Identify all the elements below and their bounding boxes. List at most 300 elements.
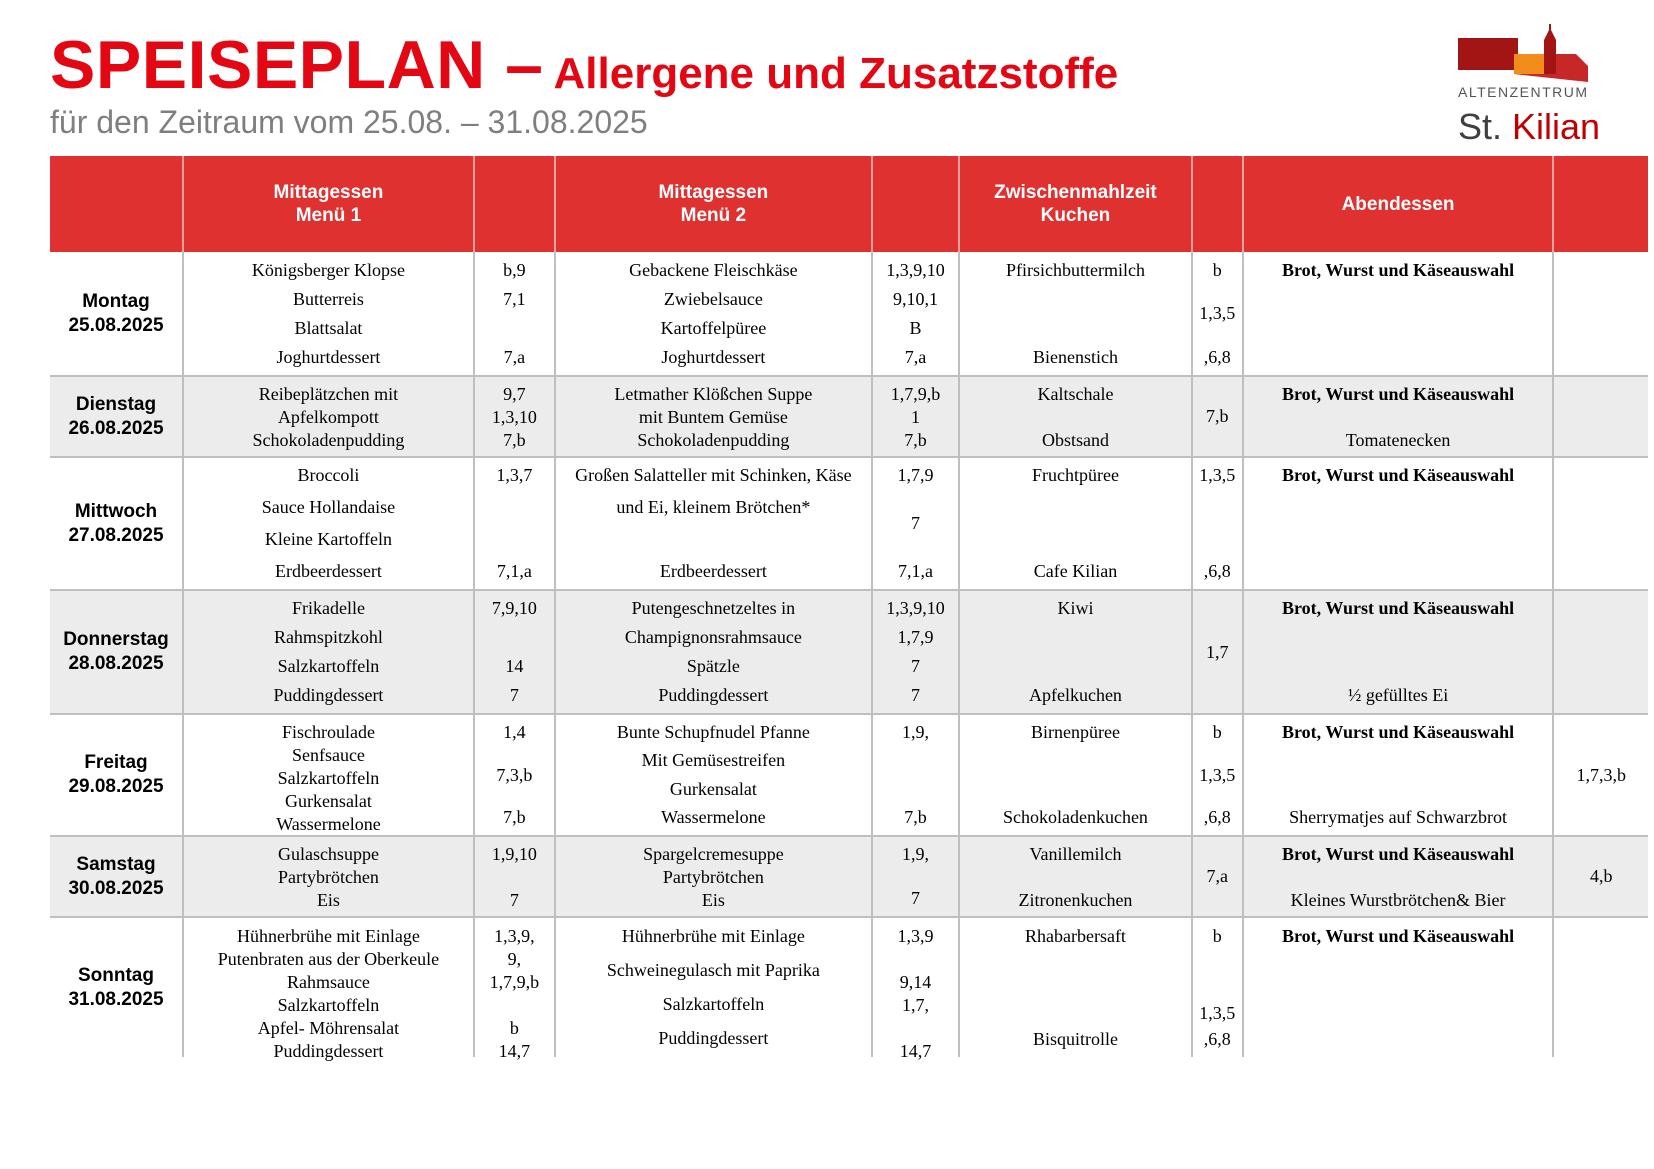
snack-allergens-lines — [1197, 721, 1238, 829]
dinner-allergens-text — [1558, 512, 1644, 535]
day-cell — [50, 836, 183, 917]
allergens1-line — [479, 317, 550, 340]
snack-allergens-cell — [1192, 252, 1243, 376]
menu1-cell — [183, 590, 474, 714]
table-row — [50, 714, 1648, 836]
allergens2-line: 1,3,9 — [897, 925, 934, 946]
menu1-line: Sauce Hollandaise — [261, 497, 396, 517]
menu1-lines — [188, 259, 469, 369]
day-name: Sonntag — [77, 964, 154, 986]
menu2-line — [560, 528, 867, 551]
menu2-line: Spargelcremesuppe — [643, 844, 784, 864]
dinner-lines — [1248, 843, 1549, 910]
menu1-line: Rahmspitzkohl — [273, 627, 383, 647]
allergens2-line: 1,7,9,b — [890, 384, 941, 404]
dinner-cell — [1243, 376, 1554, 457]
allergens2-line: 9,10,1 — [892, 288, 938, 309]
snack-allergens-line: b — [1212, 259, 1222, 280]
menu1-line: Gulaschsuppe — [277, 844, 379, 864]
table-row — [50, 590, 1648, 714]
snack-line: Vanillemilch — [1029, 844, 1122, 864]
snack-allergens-line: ,6,8 — [1203, 807, 1231, 827]
table-row — [50, 376, 1648, 457]
snack-allergens-line: 1,3,5 — [1199, 465, 1236, 485]
allergens2-line: B — [909, 317, 922, 338]
menu-table-body — [50, 252, 1648, 1061]
day-cell — [50, 917, 183, 1057]
logo-subtitle: ALTENZENTRUM — [1458, 84, 1589, 100]
allergens1-line: 7,a — [503, 346, 526, 367]
allergens2-line — [877, 1017, 954, 1040]
snack-lines — [964, 464, 1187, 583]
day-name: Freitag — [84, 752, 148, 773]
snack-cell — [959, 252, 1192, 376]
menu2-line: Schweinegulasch mit Paprika — [606, 959, 820, 980]
allergens1-line: 7,3,b — [496, 764, 533, 785]
dinner-line — [1248, 655, 1549, 678]
dinner-cell — [1243, 836, 1554, 917]
snack-allergens-text: 7,b — [1206, 406, 1229, 426]
snack-line: Zitronenkuchen — [1018, 890, 1133, 910]
menu1-line: Eis — [316, 890, 340, 910]
allergens2-lines — [877, 597, 954, 707]
title-sub: Allergene und Zusatzstoffe — [553, 49, 1119, 98]
dinner-lines — [1248, 383, 1549, 450]
snack-line: Pfirsichbuttermilch — [1005, 259, 1145, 280]
menu2-line: Puddingdessert — [658, 1028, 769, 1049]
header-menu2-line2: Menü 2 — [680, 205, 747, 226]
dinner-cell — [1243, 917, 1554, 1057]
menu2-cell — [555, 252, 872, 376]
allergens1-lines — [479, 843, 550, 910]
dinner-allergens-cell — [1553, 590, 1648, 714]
snack-allergens-text: 1,7 — [1206, 641, 1229, 662]
dinner-line — [1248, 749, 1549, 772]
header-menu1-line2: Menü 1 — [295, 205, 362, 226]
snack-line: Birnenpüree — [1030, 722, 1120, 742]
snack-allergens-line: 1,3,5 — [1199, 1002, 1236, 1023]
allergens1-line — [479, 626, 550, 649]
menu2-cell — [555, 590, 872, 714]
menu2-line: und Ei, kleinem Brötchen* — [616, 497, 811, 517]
header-allergens4 — [1553, 156, 1648, 252]
allergens1-line — [479, 866, 550, 889]
menu1-line: Puddingdessert — [273, 685, 384, 705]
allergens1-line: 7,b — [503, 430, 526, 450]
snack-allergens-line — [1197, 976, 1238, 999]
snack-line: Obstsand — [1041, 430, 1109, 450]
dinner-line: Brot, Wurst und Käseauswahl — [1282, 598, 1515, 618]
header-snack — [959, 156, 1192, 252]
dinner-allergens-text: 1,7,3,b — [1576, 764, 1626, 785]
allergens1-line: 7,9,10 — [491, 598, 537, 618]
allergens1-line — [479, 496, 550, 519]
day-date: 29.08.2025 — [68, 776, 164, 797]
menu1-line: Königsberger Klopse — [251, 259, 406, 280]
menu1-line: Rahmsauce — [286, 971, 370, 992]
menu1-line: Hühnerbrühe mit Einlage — [236, 925, 420, 946]
page-title — [50, 26, 1118, 104]
menu-table — [50, 156, 1648, 1061]
allergens1-cell — [474, 917, 555, 1061]
snack-line — [964, 655, 1187, 678]
snack-allergens-lines — [1197, 464, 1238, 583]
snack-cell — [959, 714, 1192, 836]
day-date: 31.08.2025 — [68, 988, 164, 1010]
menu2-cell — [555, 457, 872, 590]
allergens2-line: 7,1,a — [897, 561, 933, 581]
menu2-line: Bunte Schupfnudel Pfanne — [616, 722, 810, 742]
snack-cell — [959, 457, 1192, 590]
dinner-line — [1248, 317, 1549, 340]
day-cell — [50, 714, 183, 836]
allergens1-line: 7,1 — [503, 288, 526, 309]
snack-line — [964, 749, 1187, 772]
dinner-line: Sherrymatjes auf Schwarzbrot — [1289, 806, 1508, 827]
logo-name-kilian: Kilian — [1512, 106, 1601, 147]
allergens2-lines — [877, 721, 954, 829]
menu1-cell — [183, 457, 474, 590]
snack-line — [964, 1002, 1187, 1025]
menu1-line: Schokoladenpudding — [252, 430, 405, 450]
snack-lines — [964, 597, 1187, 707]
allergens1-line: 7,1,a — [496, 561, 532, 581]
menu1-line: Frikadelle — [291, 598, 365, 618]
menu1-line: Joghurtdessert — [276, 346, 381, 367]
allergens1-cell — [474, 252, 555, 376]
allergens1-lines — [479, 925, 550, 1061]
logo-name-st: St. — [1458, 106, 1503, 147]
snack-line — [964, 528, 1187, 551]
dinner-lines — [1248, 925, 1549, 1051]
header-menu2-line1: Mittagessen — [658, 182, 769, 203]
snack-line: Apfelkuchen — [1028, 685, 1122, 705]
menu1-lines — [188, 721, 469, 834]
menu1-line: Butterreis — [292, 288, 364, 309]
allergens2-lines — [877, 383, 954, 450]
menu2-line: Puddingdessert — [658, 685, 769, 705]
menu1-line: Puddingdessert — [273, 1040, 384, 1061]
table-row — [50, 252, 1648, 376]
allergens1-lines — [479, 597, 550, 707]
snack-allergens-text: 7,a — [1206, 866, 1229, 886]
dinner-cell — [1243, 457, 1554, 590]
header-menu2 — [555, 156, 872, 252]
dinner-allergens-cell — [1553, 252, 1648, 376]
day-date: 28.08.2025 — [68, 653, 164, 674]
day-cell — [50, 590, 183, 714]
menu1-line: Fischroulade — [281, 722, 375, 742]
menu1-lines — [188, 597, 469, 707]
snack-cell — [959, 376, 1192, 457]
table-row — [50, 457, 1648, 590]
table-row — [50, 917, 1648, 1057]
allergens2-line: 1,7, — [901, 994, 929, 1015]
menu2-lines — [560, 925, 867, 1051]
menu2-line: Gebackene Fleischkäse — [629, 259, 798, 280]
day-name: Montag — [82, 290, 150, 312]
allergens2-line: 7,b — [904, 430, 927, 450]
dinner-line — [1248, 778, 1549, 801]
day-name: Donnerstag — [63, 629, 169, 650]
allergens2-line: 14,7 — [899, 1040, 932, 1061]
allergens1-line: 1,9,10 — [491, 844, 537, 864]
allergens2-line: 7,b — [904, 807, 927, 827]
menu1-line: Kleine Kartoffeln — [264, 529, 392, 549]
menu1-cell — [183, 917, 474, 1061]
allergens2-cell — [872, 376, 959, 457]
snack-line: Rhabarbersaft — [1024, 925, 1126, 946]
dinner-allergens-cell — [1553, 457, 1648, 590]
snack-allergens-line: 1,3,5 — [1199, 764, 1236, 785]
snack-allergens-line — [1197, 950, 1238, 973]
snack-line — [964, 950, 1187, 973]
menu1-line: Wassermelone — [276, 814, 381, 834]
snack-line — [964, 496, 1187, 519]
menu2-line: Gurkensalat — [669, 778, 757, 799]
snack-allergens-line: b — [1212, 925, 1222, 946]
menu2-lines — [560, 721, 867, 829]
allergens1-cell — [474, 590, 555, 714]
snack-line — [964, 288, 1187, 311]
menu2-line: Wassermelone — [661, 806, 766, 827]
snack-cell — [959, 590, 1192, 714]
dinner-line — [1248, 346, 1549, 369]
day-date: 25.08.2025 — [68, 314, 164, 336]
allergens1-line: 1,3,7 — [496, 465, 533, 485]
snack-line: Bisquitrolle — [1032, 1028, 1118, 1049]
menu2-line: Partybrötchen — [662, 867, 764, 887]
allergens2-line: 1,7,9 — [897, 465, 934, 485]
snack-line — [964, 778, 1187, 801]
dinner-line: Brot, Wurst und Käseauswahl — [1282, 384, 1515, 404]
menu2-line: Mit Gemüsestreifen — [641, 750, 786, 771]
menu2-line: Hühnerbrühe mit Einlage — [621, 925, 805, 946]
dinner-line: Brot, Wurst und Käseauswahl — [1282, 259, 1515, 280]
logo-name — [1458, 106, 1654, 148]
snack-line — [964, 866, 1187, 889]
allergens1-line: 9, — [507, 948, 522, 969]
menu2-lines — [560, 843, 867, 910]
snack-line — [964, 317, 1187, 340]
menu1-line: Salzkartoffeln — [277, 768, 380, 788]
allergens2-line: 7 — [910, 888, 920, 908]
snack-allergens-line: ,6,8 — [1203, 561, 1231, 581]
menu1-line: Senfsauce — [291, 745, 365, 765]
menu2-line: Zwiebelsauce — [663, 288, 763, 309]
menu2-line: Letmather Klößchen Suppe — [614, 384, 813, 404]
snack-lines — [964, 721, 1187, 829]
menu2-cell — [555, 376, 872, 457]
snack-allergens-cell — [1192, 836, 1243, 917]
snack-lines — [964, 259, 1187, 369]
allergens1-cell — [474, 457, 555, 590]
snack-allergens-cell — [1192, 590, 1243, 714]
menu2-line: Eis — [701, 890, 725, 910]
menu1-lines — [188, 383, 469, 450]
dinner-line: Brot, Wurst und Käseauswahl — [1282, 465, 1515, 485]
dinner-lines — [1248, 597, 1549, 707]
header-allergens1 — [474, 156, 555, 252]
allergens1-line — [479, 528, 550, 551]
menu2-line: Erdbeerdessert — [659, 561, 767, 581]
day-date: 30.08.2025 — [68, 877, 164, 899]
snack-lines — [964, 925, 1187, 1051]
menu1-line: Blattsalat — [294, 317, 363, 338]
snack-line: Kiwi — [1057, 598, 1094, 618]
snack-line: Bienenstich — [1032, 346, 1118, 367]
menu2-line: Spätzle — [686, 656, 740, 676]
snack-allergens-line: 1,3,5 — [1199, 303, 1236, 323]
menu1-lines — [188, 843, 469, 910]
dinner-line: Brot, Wurst und Käseauswahl — [1282, 722, 1515, 742]
snack-line — [964, 406, 1187, 429]
menu1-line: Reibeplätzchen mit — [258, 384, 399, 404]
snack-line: Kaltschale — [1037, 384, 1114, 404]
dinner-line: Kleines Wurstbrötchen& Bier — [1290, 890, 1506, 910]
allergens2-cell — [872, 917, 959, 1061]
allergens1-line: 1,3,10 — [491, 407, 537, 427]
allergens2-line: 1,9, — [901, 722, 929, 742]
header-row — [50, 156, 1648, 252]
menu1-lines — [188, 925, 469, 1061]
allergens1-line: 1,4 — [503, 722, 526, 742]
snack-allergens-cell — [1192, 457, 1243, 590]
dinner-line: Tomatenecken — [1345, 430, 1451, 450]
dinner-line — [1248, 866, 1549, 889]
allergens2-lines — [877, 464, 954, 583]
allergens2-line: 1,3,9,10 — [886, 259, 945, 280]
snack-cell — [959, 917, 1192, 1057]
dinner-allergens-cell — [1553, 714, 1648, 836]
header-snack-line2: Kuchen — [1040, 205, 1111, 226]
menu1-line: Gurkensalat — [284, 791, 372, 811]
period-subtitle: für den Zeitraum vom 25.08. – 31.08.2025 — [50, 104, 648, 140]
dinner-cell — [1243, 252, 1554, 376]
allergens1-lines — [479, 383, 550, 450]
allergens1-line: 7,b — [503, 807, 526, 827]
header-day — [50, 156, 183, 252]
allergens2-line: 9,14 — [899, 971, 932, 992]
allergens2-line — [877, 764, 954, 787]
allergens1-lines — [479, 259, 550, 369]
dinner-line: Brot, Wurst und Käseauswahl — [1282, 844, 1515, 864]
allergens1-line: 7 — [509, 890, 519, 910]
snack-allergens-lines — [1197, 259, 1238, 369]
menu1-line: Apfel- Möhrensalat — [257, 1017, 400, 1038]
dinner-cell — [1243, 714, 1554, 836]
allergens2-line: 7 — [910, 685, 920, 705]
dinner-line: ½ gefülltes Ei — [1347, 685, 1449, 705]
allergens1-cell — [474, 836, 555, 917]
dinner-lines — [1248, 464, 1549, 583]
snack-allergens-cell — [1192, 376, 1243, 457]
menu2-line: Schokoladenpudding — [637, 430, 790, 450]
menu2-cell — [555, 917, 872, 1057]
dinner-allergens-cell — [1553, 836, 1648, 917]
allergens1-line: 9,7 — [503, 384, 526, 404]
snack-lines — [964, 843, 1187, 910]
dinner-allergens-cell — [1553, 917, 1648, 1057]
menu1-line: Erdbeerdessert — [274, 561, 382, 581]
day-date: 27.08.2025 — [68, 524, 164, 546]
menu2-line: Champignonsrahmsauce — [624, 627, 802, 647]
dinner-allergens-text — [1558, 641, 1644, 664]
allergens1-line: 7 — [509, 685, 519, 705]
allergens1-lines — [479, 464, 550, 583]
menu2-line: Joghurtdessert — [661, 346, 766, 367]
day-name: Samstag — [76, 853, 156, 875]
allergens2-lines — [877, 259, 954, 369]
menu2-cell — [555, 714, 872, 836]
dinner-allergens-text — [1558, 976, 1644, 999]
allergens1-line: 14,7 — [498, 1040, 531, 1061]
allergens1-lines — [479, 721, 550, 829]
header-menu1 — [183, 156, 474, 252]
allergens2-cell — [872, 252, 959, 376]
allergens1-cell — [474, 714, 555, 836]
allergens2-line: 1,9, — [901, 844, 929, 864]
snack-lines — [964, 383, 1187, 450]
dinner-line: Brot, Wurst und Käseauswahl — [1282, 925, 1515, 946]
allergens2-line: 1,7,9 — [897, 627, 934, 647]
dinner-allergens-text: 4,b — [1589, 866, 1613, 886]
allergens2-cell — [872, 714, 959, 836]
menu2-cell — [555, 836, 872, 917]
menu1-line: Salzkartoffeln — [277, 656, 380, 676]
header-menu1-line1: Mittagessen — [273, 182, 384, 203]
header-allergens2 — [872, 156, 959, 252]
day-cell — [50, 457, 183, 590]
allergens1-line — [479, 994, 550, 1017]
allergens2-cell — [872, 590, 959, 714]
menu2-line: Putengeschnetzeltes in — [631, 598, 796, 618]
allergens1-line: b,9 — [503, 259, 526, 280]
allergens2-lines — [877, 843, 954, 910]
dinner-line — [1248, 288, 1549, 311]
allergens2-cell — [872, 457, 959, 590]
allergens2-cell — [872, 836, 959, 917]
allergens1-line: 1,3,9, — [494, 925, 535, 946]
menu1-line: Salzkartoffeln — [277, 994, 380, 1015]
menu1-lines — [188, 464, 469, 583]
snack-line: Schokoladenkuchen — [1002, 806, 1148, 827]
menu2-line: Großen Salatteller mit Schinken, Käse — [575, 465, 852, 485]
day-cell — [50, 252, 183, 376]
allergens2-line: 7,a — [904, 346, 927, 367]
dinner-allergens-text — [1558, 405, 1644, 428]
snack-line: Cafe Kilian — [1033, 561, 1118, 581]
allergens1-line: 1,7,9,b — [489, 971, 540, 992]
dinner-cell — [1243, 590, 1554, 714]
dinner-line — [1248, 626, 1549, 649]
dinner-line — [1248, 406, 1549, 429]
header-allergens3 — [1192, 156, 1243, 252]
title-main: SPEISEPLAN – — [50, 27, 544, 103]
menu2-lines — [560, 464, 867, 583]
day-name: Mittwoch — [74, 500, 158, 522]
menu2-line: Salzkartoffeln — [662, 994, 765, 1015]
menu2-line: Kartoffelpüree — [660, 317, 767, 338]
day-name: Dienstag — [75, 393, 157, 415]
allergens1-cell — [474, 376, 555, 457]
allergens2-line: 1,3,9,10 — [886, 598, 945, 618]
dinner-lines — [1248, 721, 1549, 829]
header-dinner: Abendessen — [1243, 156, 1554, 252]
snack-cell — [959, 836, 1192, 917]
dinner-lines — [1248, 259, 1549, 369]
menu2-lines — [560, 383, 867, 450]
